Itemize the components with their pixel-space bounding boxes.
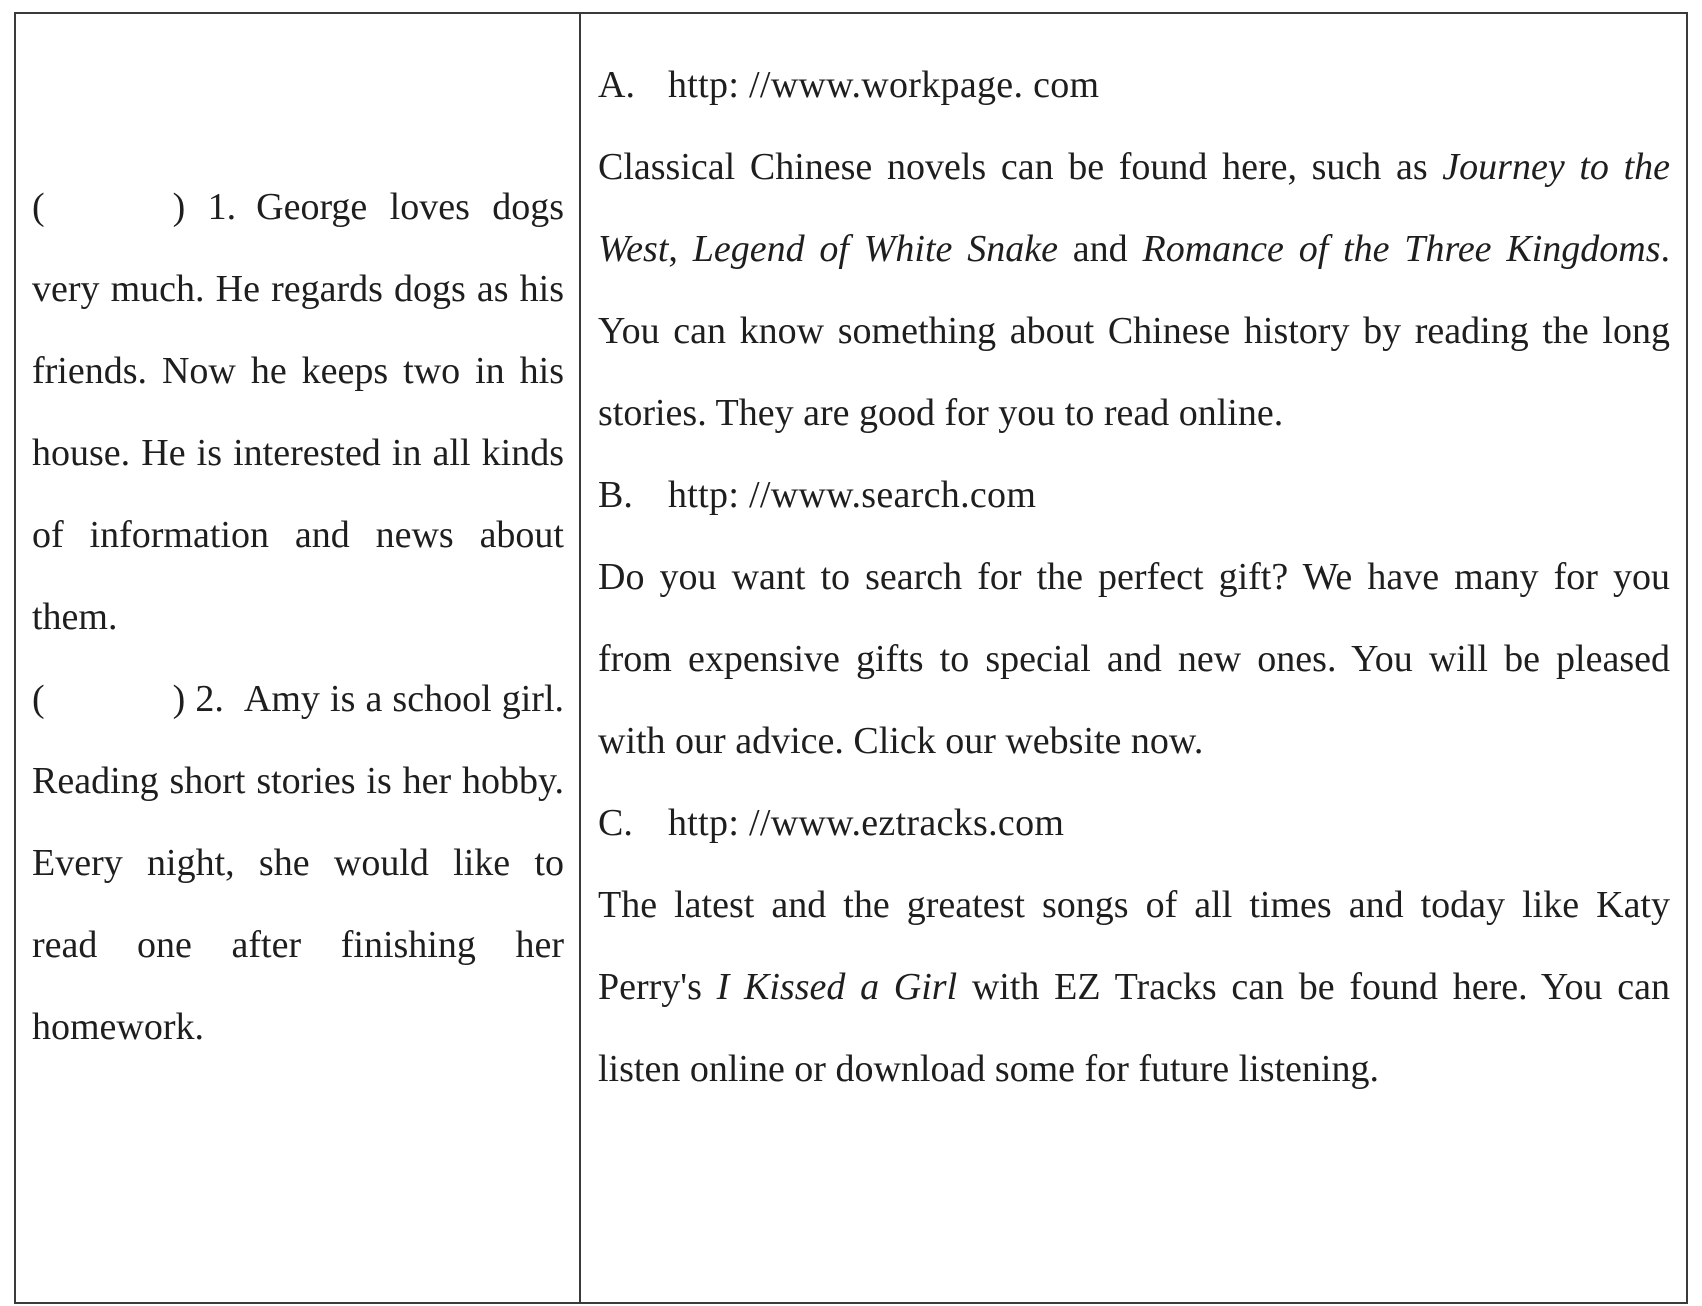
question-text: George loves dogs very much. He regards dogs as his friends. Now he keeps two in his house. He is interested in all kinds of information and news about them.: [32, 186, 564, 638]
answer-close-paren: ): [172, 186, 186, 228]
questions-column: [32, 166, 564, 1068]
option-a: [598, 44, 1670, 454]
option-letter: C.: [598, 802, 633, 844]
answer-open-paren: (: [32, 678, 45, 720]
option-header: [598, 44, 1670, 126]
option-description: [598, 126, 1670, 454]
question-number: 2.: [195, 678, 224, 720]
italic-title: Legend of White Snake: [692, 228, 1058, 270]
description-text: The latest and the greatest songs of all times and today like Katy Perry's: [598, 884, 1670, 1008]
question-number: 1.: [207, 186, 237, 228]
question-text: Amy is a school girl. Reading short stories is her hobby. Every night, she would like to read one after finishing her homework.: [32, 678, 565, 1048]
description-text: ,: [668, 228, 693, 270]
question-2: [32, 658, 564, 1068]
description-text: and: [1057, 228, 1143, 270]
answer-blank[interactable]: [45, 658, 173, 740]
italic-title: I Kissed a Girl: [716, 966, 958, 1008]
answer-close-paren: ): [172, 678, 186, 720]
options-column: [598, 44, 1670, 1110]
option-url: http: //www.search.com: [668, 474, 1037, 516]
option-url: http: //www.workpage. com: [668, 64, 1100, 106]
option-letter: A.: [598, 64, 635, 106]
answer-blank[interactable]: [45, 166, 173, 248]
option-c: [598, 782, 1670, 1110]
description-text: Do you want to search for the perfect gift? We have many for you from expensive gifts to special and new ones. You will be pleased with our advice. Click our website now.: [598, 556, 1670, 762]
option-description: [598, 864, 1670, 1110]
option-letter: B.: [598, 474, 633, 516]
answer-open-paren: (: [32, 186, 45, 228]
description-text: Classical Chinese novels can be found here, such as: [598, 146, 1443, 188]
option-b: [598, 454, 1670, 782]
option-header: [598, 454, 1670, 536]
italic-title: Romance of the Three Kingdoms: [1142, 228, 1661, 270]
option-header: [598, 782, 1670, 864]
column-divider: [579, 12, 581, 1304]
option-url: http: //www.eztracks.com: [668, 802, 1065, 844]
option-description: [598, 536, 1670, 782]
question-1: [32, 166, 564, 658]
description-text: with EZ Tracks can be found here. You can listen online or download some for future listening.: [598, 966, 1670, 1090]
italic-title: Journey to the West: [598, 146, 1671, 270]
description-text: . You can know something about Chinese history by reading the long stories. They are good for you to read online.: [598, 228, 1671, 434]
